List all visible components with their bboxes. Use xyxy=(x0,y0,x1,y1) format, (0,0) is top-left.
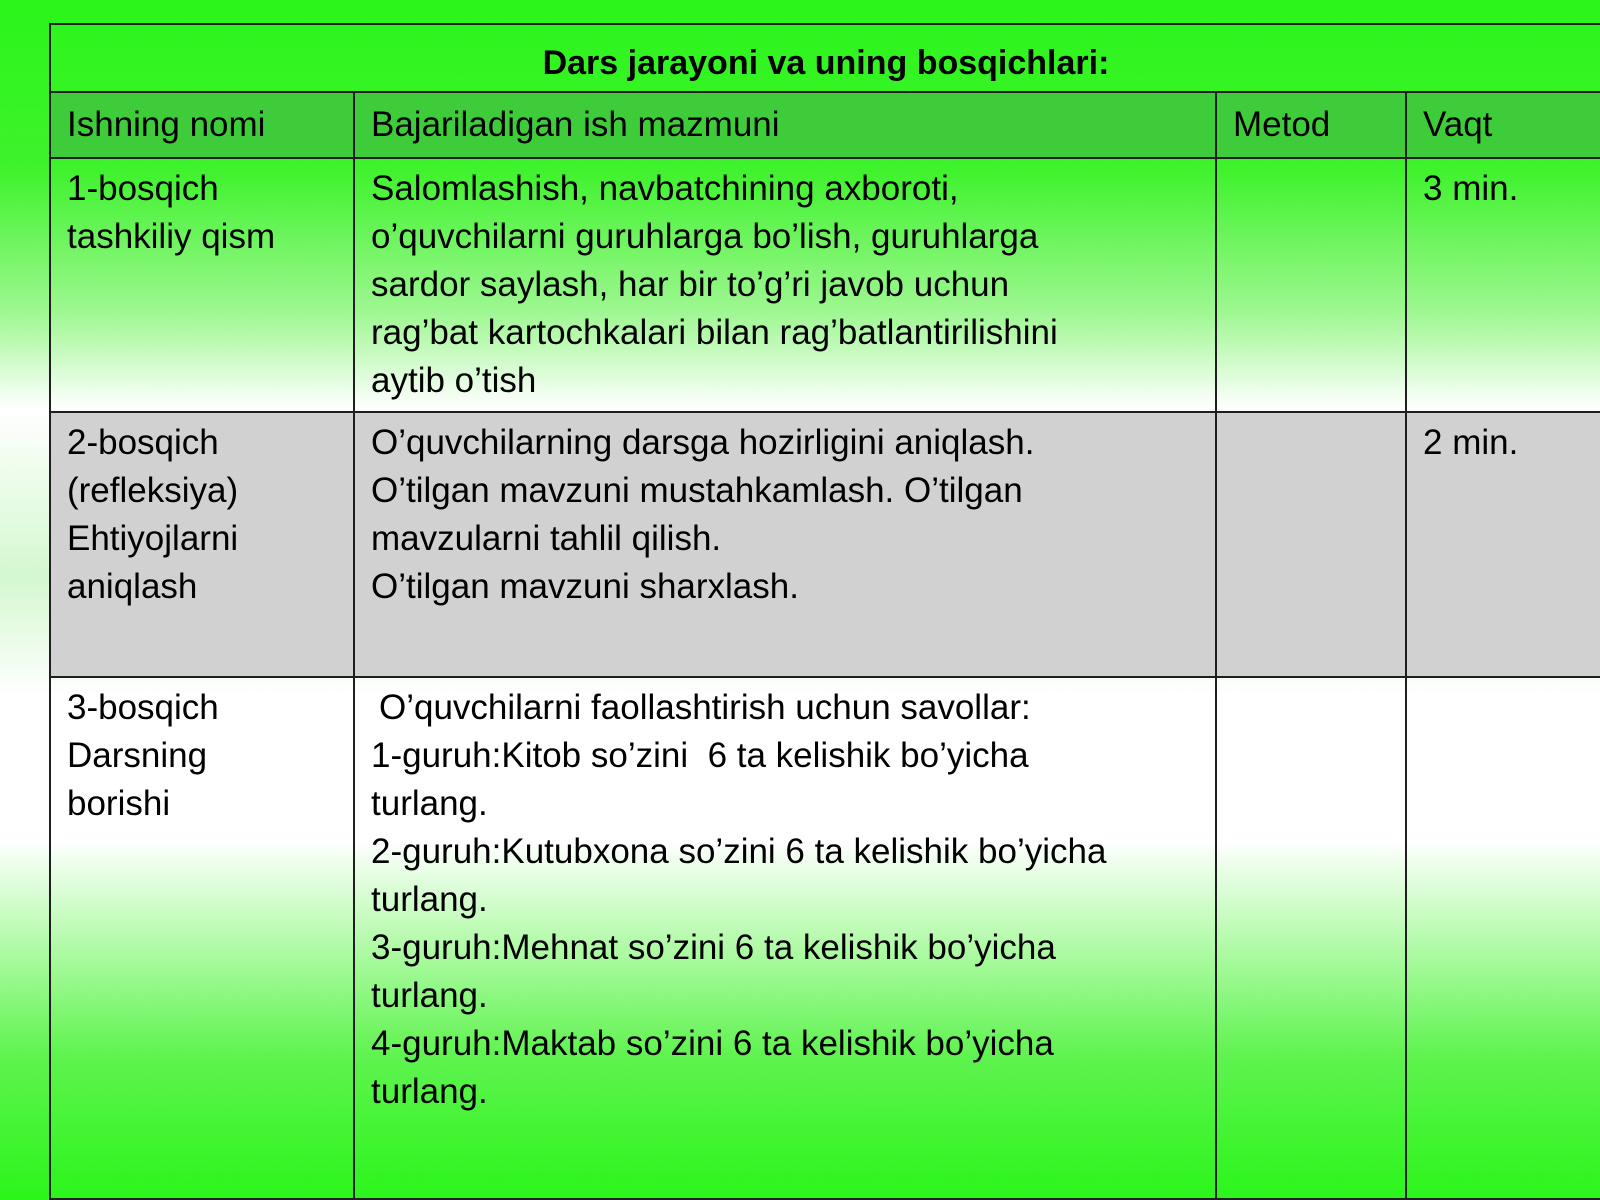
stage-line: borishi xyxy=(67,784,171,823)
content-line: O’quvchilarning darsga hozirligini aniqlash. xyxy=(371,423,1035,462)
header-row xyxy=(50,92,1600,158)
stage-line: 1-bosqich xyxy=(67,169,219,208)
table-row xyxy=(50,677,1600,1199)
header-method: Metod xyxy=(1216,92,1406,158)
header-content: Bajariladigan ish mazmuni xyxy=(354,92,1216,158)
content-cell xyxy=(354,158,1216,412)
time-cell: 2 min. xyxy=(1406,412,1600,677)
time-cell: 3 min. xyxy=(1406,158,1600,412)
content-line: O’tilgan mavzuni sharxlash. xyxy=(371,567,799,606)
content-line: Salomlashish, navbatchining axboroti, xyxy=(371,169,959,208)
content-line: rag’bat kartochkalari bilan rag’batlantirilishini xyxy=(371,313,1058,352)
content-cell xyxy=(354,677,1216,1199)
stage-line: (refleksiya) xyxy=(67,471,239,510)
header-time: Vaqt xyxy=(1406,92,1600,158)
time-cell xyxy=(1406,677,1600,1199)
header-stage-name: Ishning nomi xyxy=(50,92,354,158)
content-line: aytib o’tish xyxy=(371,361,537,400)
content-line: O’tilgan mavzuni mustahkamlash. O’tilgan xyxy=(371,471,1023,510)
lesson-plan-table-wrapper xyxy=(49,23,1600,1191)
content-line: 3-guruh:Mehnat so’zini 6 ta kelishik bo’yicha xyxy=(371,928,1056,967)
stage-line: Darsning xyxy=(67,736,208,775)
content-line: turlang. xyxy=(371,976,488,1015)
table-title: Dars jarayoni va uning bosqichlari: xyxy=(50,24,1600,92)
content-line: 1-guruh:Kitob so’zini 6 ta kelishik bo’yicha xyxy=(371,736,1029,775)
content-cell xyxy=(354,412,1216,677)
content-line: turlang. xyxy=(371,784,488,823)
method-cell xyxy=(1216,158,1406,412)
stage-cell xyxy=(50,677,354,1199)
stage-line: aniqlash xyxy=(67,567,198,606)
content-line: o’quvchilarni guruhlarga bo’lish, guruhlarga xyxy=(371,217,1039,256)
title-row xyxy=(50,24,1600,92)
content-line: sardor saylash, har bir to’g’ri javob uchun xyxy=(371,265,1010,304)
stage-line: tashkiliy qism xyxy=(67,217,276,256)
content-line: 4-guruh:Maktab so’zini 6 ta kelishik bo’yicha xyxy=(371,1024,1054,1063)
stage-line: 2-bosqich xyxy=(67,423,219,462)
content-line: turlang. xyxy=(371,880,488,919)
stage-line: Ehtiyojlarni xyxy=(67,519,239,558)
method-cell xyxy=(1216,677,1406,1199)
content-line: O’quvchilarni faollashtirish uchun savollar: xyxy=(379,688,1031,727)
content-line: mavzularni tahlil qilish. xyxy=(371,519,722,558)
method-cell xyxy=(1216,412,1406,677)
table-row xyxy=(50,158,1600,412)
stage-cell xyxy=(50,412,354,677)
stage-line: 3-bosqich xyxy=(67,688,219,727)
content-line: 2-guruh:Kutubxona so’zini 6 ta kelishik bo’yicha xyxy=(371,832,1107,871)
lesson-plan-table xyxy=(49,23,1600,1200)
stage-cell xyxy=(50,158,354,412)
content-line: turlang. xyxy=(371,1072,488,1111)
table-row xyxy=(50,412,1600,677)
